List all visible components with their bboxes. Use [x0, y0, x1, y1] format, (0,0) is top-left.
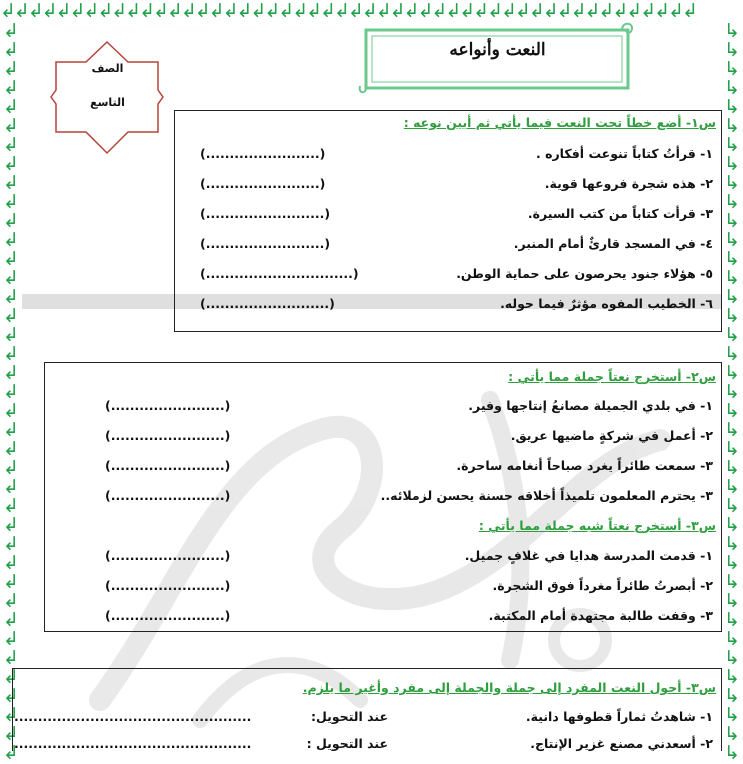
conversion-label: عند التحويل : [306, 736, 388, 751]
conversion-label: عند التحويل: [311, 709, 388, 724]
page-title: النعت وأنواعه [449, 40, 546, 60]
item-text: ٦- الخطيب المفوه مؤثرٌ فيما حوله. [500, 296, 713, 311]
answer-blank[interactable]: (.........................) [200, 236, 331, 251]
item-text: ٢- هذه شجرة فروعها قوية. [544, 176, 713, 191]
question-2: س٢- أستخرج نعتاً جملة مما يأتي : [508, 369, 716, 384]
answer-blank[interactable]: (........................) [105, 398, 231, 413]
list-item [105, 488, 713, 506]
item-text: ٢- أسعدني مصنع غزير الإنتاج. [530, 736, 713, 751]
list-item [14, 736, 713, 754]
title-banner [360, 22, 635, 92]
answer-blank[interactable]: .................................................. [14, 736, 252, 751]
decorative-border-top: ↲↲↲↲↲↲↲↲↲↲↲↲↲↲↲↲↲↲↲↲↲↲↲↲↲↲↲↲↲↲↲↲↲↲↲↲↲↲↲↲↲↲↲↲↲↲↲↲↲↲ [0, 0, 696, 22]
list-item [180, 146, 713, 164]
item-text: ٣- قرأت كتاباً من كتب السيرة. [527, 206, 713, 221]
list-item [180, 296, 713, 314]
list-item [105, 608, 713, 626]
answer-blank[interactable]: (........................) [105, 608, 231, 623]
list-item [180, 266, 713, 284]
item-text: ٣- يحترم المعلمون تلميذاً أخلاقه حسنة يحسن لزملائه.. [380, 488, 713, 503]
item-text: ١- قرأتُ كتاباً تنوعت أفكاره . [535, 146, 713, 161]
decorative-border-right: ↳ ↳ ↳ ↳ ↳ ↳ ↳ ↳ ↳ ↳ ↳ ↳ ↳ ↳ ↳ ↳ ↳ ↳ ↳ ↳ ↳ ↳ ↳ ↳ ↳ ↳ ↳ ↳ ↳ ↳ ↳ ↳ ↳ ↳ ↳ ↳ ↳ ↳ ↳ [724, 20, 740, 764]
answer-blank[interactable]: (........................) [105, 428, 231, 443]
item-text: ١- في بلدي الجميلة مصانعُ إنتاجها وفير. [468, 398, 713, 413]
item-text: ٥- هؤلاء جنود يحرصون على حماية الوطن. [456, 266, 713, 281]
question-3: س٣- أستخرج نعتاً شبه جملة مما يأتي : [478, 518, 716, 533]
list-item [180, 236, 713, 254]
item-text: ٢- أبصرتُ طائراً مغرداً فوق الشجرة. [492, 578, 713, 593]
question-1: س١- أضع خطاً تحت النعت فيما يأتي ثم أبين نوعه : [403, 115, 716, 130]
answer-blank[interactable]: (.........................) [200, 206, 331, 221]
answer-blank[interactable]: (........................) [105, 578, 231, 593]
answer-blank[interactable]: .................................................. [14, 709, 252, 724]
answer-blank[interactable]: (........................) [105, 548, 231, 563]
grade-label: الصف [91, 62, 124, 75]
item-text: ٢- أعمل في شركةٍ ماضيها عريق. [510, 428, 713, 443]
question-4: س٣- أحول النعت المفرد إلى جملة والجملة إلى مفرد وأغير ما يلزم. [302, 680, 716, 695]
item-text: ١- شاهدتُ ثماراً قطوفها دانية. [525, 709, 713, 724]
answer-blank[interactable]: (........................) [105, 458, 231, 473]
answer-blank[interactable]: (........................) [200, 176, 326, 191]
item-text: ٤- في المسجد قارئٌ أمام المنبر. [513, 236, 713, 251]
item-text: ٣- سمعت طائراً يغرد صباحاً أنغامه ساحرة. [456, 458, 713, 473]
item-text: ٣- وقفت طالبة مجتهدة أمام المكتبة. [488, 608, 713, 623]
answer-blank[interactable]: (........................) [105, 488, 231, 503]
list-item [105, 548, 713, 566]
answer-blank[interactable]: (..........................) [200, 296, 335, 311]
list-item [105, 578, 713, 596]
item-text: ١- قدمت المدرسة هدايا في غلافٍ جميل. [464, 548, 713, 563]
grade-badge [50, 40, 165, 155]
list-item [180, 176, 713, 194]
list-item [105, 428, 713, 446]
list-item [105, 458, 713, 476]
answer-blank[interactable]: (........................) [200, 146, 326, 161]
grade-value: التاسع [90, 96, 125, 109]
decorative-border-left: ↲ ↲ ↲ ↲ ↲ ↲ ↲ ↲ ↲ ↲ ↲ ↲ ↲ ↲ ↲ ↲ ↲ ↲ ↲ ↲ ↲ ↲ ↲ ↲ ↲ ↲ ↲ ↲ ↲ ↲ ↲ ↲ ↲ ↲ ↲ ↲ ↲ ↲ ↲ [3, 20, 19, 764]
list-item [180, 206, 713, 224]
answer-blank[interactable]: (...............................) [200, 266, 359, 281]
list-item [105, 398, 713, 416]
list-item [14, 709, 713, 727]
